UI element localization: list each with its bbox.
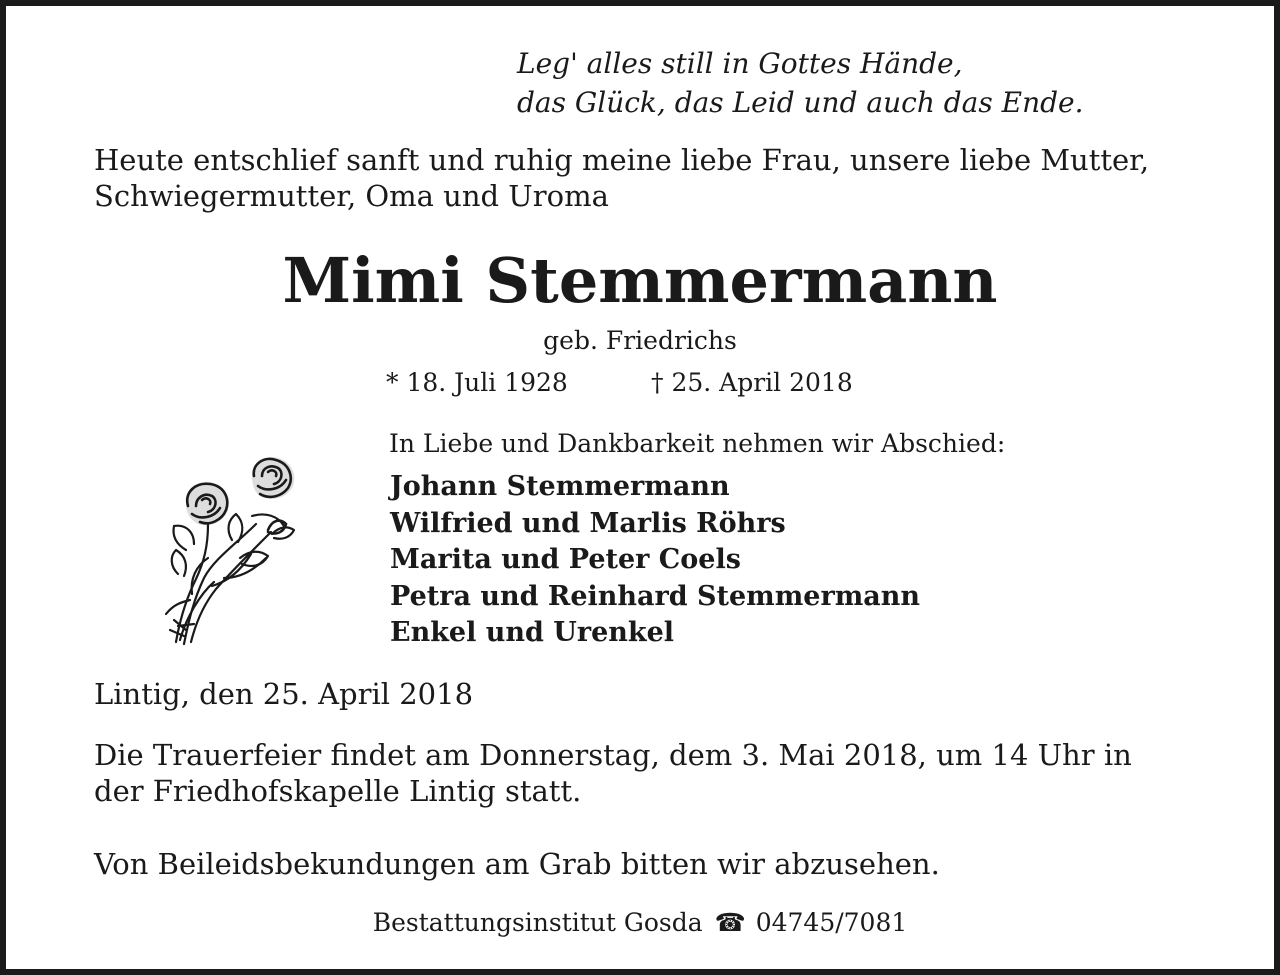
intro-line-2: Schwiegermutter, Oma und Uroma [94, 179, 609, 213]
birth-date: * 18. Juli 1928 [386, 368, 568, 397]
death-date: † 25. April 2018 [651, 368, 853, 397]
condolence-note: Von Beileidsbekundungen am Grab bitten wir abzusehen. [94, 847, 940, 881]
farewell-line: In Liebe und Dankbarkeit nehmen wir Abschied: [389, 429, 1006, 458]
mourner-item: Johann Stemmermann [390, 471, 730, 502]
footer [6, 908, 1274, 937]
ceremony-line-2: der Friedhofskapelle Lintig statt. [94, 774, 582, 808]
ceremony-line-1: Die Trauerfeier findet am Donnerstag, dem 3. Mai 2018, um 14 Uhr in [94, 738, 1132, 772]
deceased-name: Mimi Stemmermann [282, 244, 998, 317]
mourner-item: Marita und Peter Coels [390, 544, 741, 575]
mourners-list [390, 469, 920, 652]
place-date: Lintig, den 25. April 2018 [94, 677, 474, 711]
phone-icon: ☎ [714, 908, 746, 937]
maiden-name: geb. Friedrichs [543, 326, 737, 355]
quote-line-1: Leg' alles still in Gottes Hände, [517, 47, 963, 80]
roses-icon [156, 454, 306, 654]
undertaker-name: Bestattungsinstitut Gosda [372, 908, 703, 937]
mourner-item: Wilfried und Marlis Röhrs [390, 507, 786, 539]
mourner-item: Petra und Reinhard Stemmermann [390, 580, 921, 612]
intro-line-1: Heute entschlief sanft und ruhig meine liebe Frau, unsere liebe Mutter, [94, 143, 1150, 177]
phone-number: 04745/7081 [755, 908, 908, 937]
quote-line-2: das Glück, das Leid und auch das Ende. [517, 86, 1084, 119]
mourner-item: Enkel und Urenkel [390, 617, 675, 648]
